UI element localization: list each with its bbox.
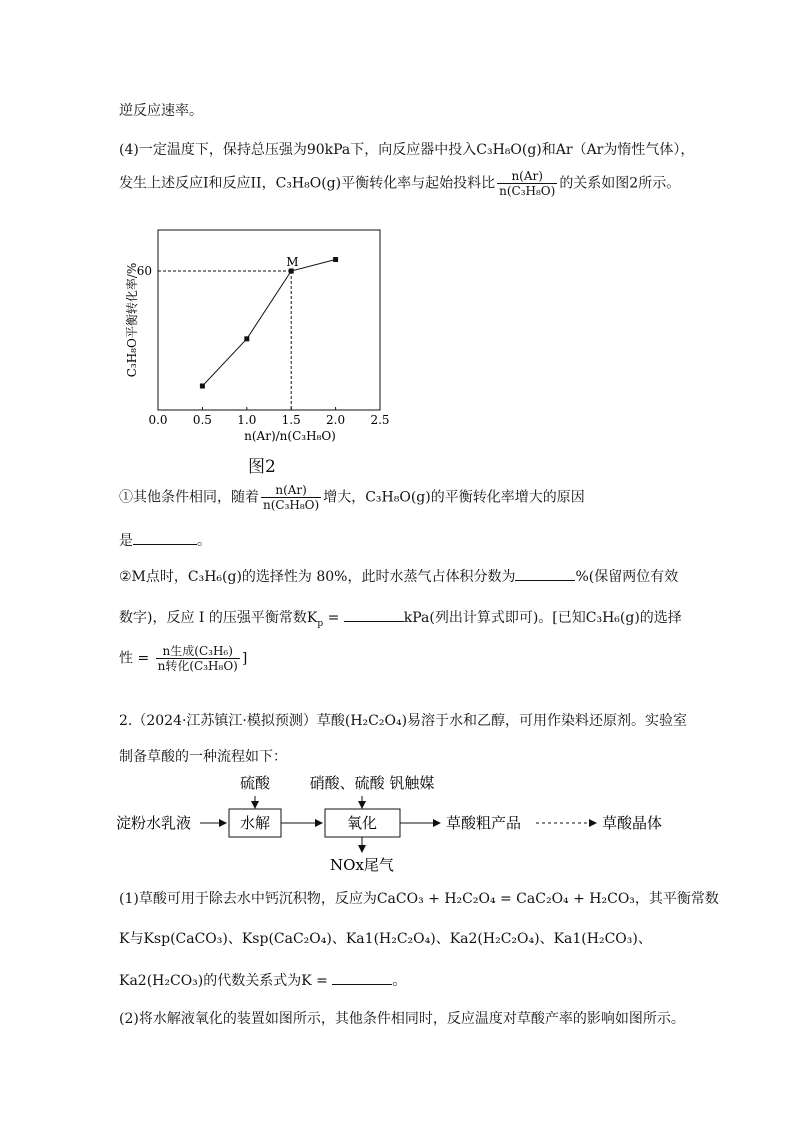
y-axis-label: C₃H₈O平衡转化率/% [125,262,139,378]
question-2-2-line1: (2)将水解液氧化的装置如图所示，其他条件相同时，反应温度对草酸产率的影响如图所示。 [119,1011,685,1027]
question-2-1-line1: (1)草酸可用于除去水中钙沉积物，反应为CaCO₃ + H₂C₂O₄ = CaC₂O₄ + H₂CO₃，其平衡常数 [119,891,719,907]
sub-question-2-line2 [119,609,682,629]
sub-question-2-line1 [119,568,678,584]
figure-caption: 图2 [248,457,276,477]
text-segment: 发生上述反应I和反应II，C₃H₈O(g)平衡转化率与起始投料比 [119,175,496,192]
flow-input-reagents: 硝酸、硫酸 钒触媒 [309,774,435,792]
text-segment: %(保留两位有效 [575,569,679,585]
text-segment: ] [241,650,248,667]
hydrolysis-label: 水解 [239,814,271,832]
conversion-chart [118,222,398,482]
text-segment: 的关系如图2所示。 [559,175,681,192]
x-tick-label: 0.0 [148,413,168,427]
text-segment: Ka2(H₂CO₃)的代数关系式为K = [119,973,333,989]
text-segment: 。 [392,973,407,989]
text-segment: 性 = [119,650,154,667]
oxidation-label: 氧化 [346,814,378,832]
point-m-label: M [286,255,299,269]
text-segment: 增大，C₃H₈O(g)的平衡转化率增大的原因 [323,489,585,506]
question-2-1-line3 [119,972,406,988]
x-tick-label: 0.5 [192,413,212,427]
fraction-numerator: n生成(C₃H₆) [156,645,240,659]
fraction-numerator: n(Ar) [497,170,557,184]
fraction-denominator: n转化(C₃H₈O) [157,659,238,673]
x-axis-label: n(Ar)/n(C₃H₈O) [244,429,336,443]
flow-diagram [112,768,692,880]
fraction-denominator: n(C₃H₈O) [263,498,320,512]
x-tick-label: 1.0 [237,413,257,427]
crystal-product: 草酸晶体 [602,814,663,832]
kp-subscript: p [317,618,324,629]
ratio-fraction [497,170,557,197]
text-segment: ②M点时，C₃H₆(g)的选择性为 80%，此时水蒸气占体积分数为 [119,569,516,585]
answer-blank[interactable] [344,609,404,622]
question-4-line1: (4)一定温度下，保持总压强为90kPa下，向反应器中投入C₃H₈O(g)和Ar（Ar为惰性气体）， [119,142,695,158]
answer-blank[interactable] [133,532,197,545]
sub-question-1-cont [119,532,211,548]
answer-blank[interactable] [515,568,575,581]
text-segment: 数字)，反应 I 的压强平衡常数K [119,610,318,626]
sub-question-1 [119,484,585,511]
data-point [289,269,294,274]
question-2-line2: 制备草酸的一种流程如下： [119,749,287,765]
fraction-denominator: n(C₃H₈O) [499,184,556,198]
x-tick-label: 2.5 [370,413,390,427]
text-segment: 。 [197,533,211,549]
answer-blank[interactable] [332,972,392,985]
flow-start: 淀粉水乳液 [116,814,192,832]
data-point [244,336,249,341]
question-4-line2 [119,170,680,197]
selectivity-fraction [156,645,240,672]
x-tick-label: 1.5 [281,413,301,427]
data-point [333,257,338,262]
question-2-line1: 2.（2024·江苏镇江·模拟预测）草酸(H₂C₂O₄)易溶于水和乙醇，可用作染料还原剂。实验室 [119,713,688,729]
offgas-label: NOx尾气 [330,856,394,874]
text-segment: ①其他条件相同，随着 [119,489,259,506]
ratio-fraction [261,484,321,511]
fraction-numerator: n(Ar) [261,484,321,498]
sub-question-2-line3 [119,645,247,672]
flow-input-acid: 硫酸 [239,774,271,792]
conversion-series-line [202,260,335,387]
y-tick-label-60: 60 [136,264,152,278]
data-point [200,384,205,389]
text-line: 逆反应速率。 [119,103,203,119]
crude-product: 草酸粗产品 [446,814,522,832]
question-2-1-line2: K与Ksp(CaCO₃)、Ksp(CaC₂O₄)、Ka1(H₂C₂O₄)、Ka2(H₂C₂O₄)、Ka1(H₂CO₃)、 [119,931,652,947]
plot-frame [158,230,380,410]
text-segment: kPa(列出计算式即可)。[已知C₃H₆(g)的选择 [403,610,682,626]
text-segment: = [323,610,344,626]
x-tick-label: 2.0 [326,413,346,427]
text-segment: 是 [119,533,133,549]
